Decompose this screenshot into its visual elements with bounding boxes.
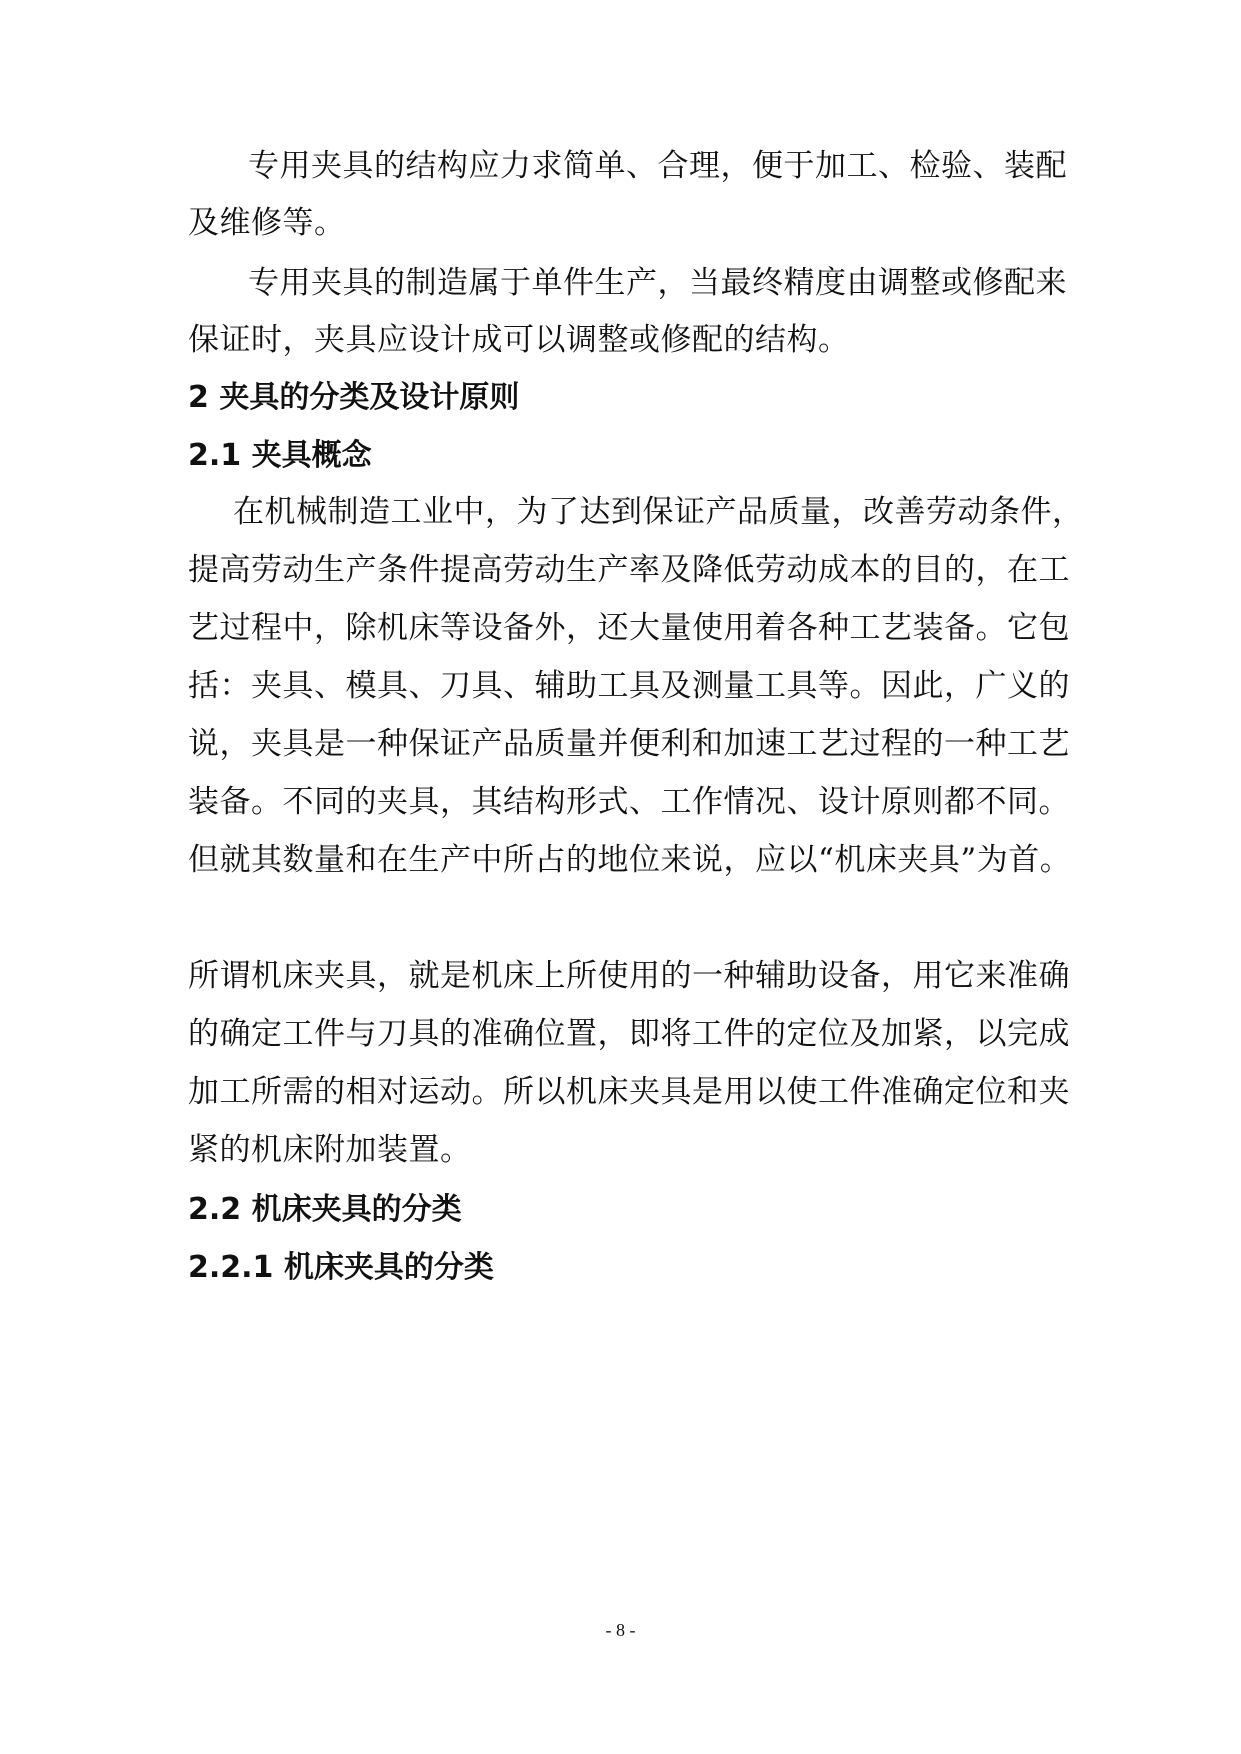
section-heading-2: 2 夹具的分类及设计原则 bbox=[188, 380, 520, 415]
paragraph-3-line-6: 装备。不同的夹具，其结构形式、工作情况、设计原则都不同。 bbox=[188, 784, 1070, 820]
paragraph-3-line-1: 在机械制造工业中，为了达到保证产品质量，改善劳动条件， bbox=[233, 494, 1084, 530]
paragraph-3-line-3: 艺过程中，除机床等设备外，还大量使用着各种工艺装备。它包 bbox=[188, 610, 1070, 646]
paragraph-1-line-2: 及维修等。 bbox=[188, 205, 346, 241]
paragraph-4-line-1: 所谓机床夹具，就是机床上所使用的一种辅助设备，用它来准确 bbox=[188, 958, 1070, 994]
section-heading-2-1: 2.1 夹具概念 bbox=[188, 438, 372, 473]
section-heading-2-2: 2.2 机床夹具的分类 bbox=[188, 1192, 462, 1227]
paragraph-4-line-3: 加工所需的相对运动。所以机床夹具是用以使工件准确定位和夹 bbox=[188, 1074, 1070, 1110]
paragraph-3-line-4: 括：夹具、模具、刀具、辅助工具及测量工具等。因此，广义的 bbox=[188, 668, 1070, 704]
paragraph-2-line-1: 专用夹具的制造属于单件生产，当最终精度由调整或修配来 bbox=[248, 265, 1067, 301]
page-number: - 8 - bbox=[605, 1620, 636, 1640]
paragraph-2-line-2: 保证时，夹具应设计成可以调整或修配的结构。 bbox=[188, 322, 850, 358]
paragraph-4-line-2: 的确定工件与刀具的准确位置，即将工件的定位及加紧，以完成 bbox=[188, 1016, 1070, 1052]
paragraph-1-line-1: 专用夹具的结构应力求简单、合理，便于加工、检验、装配 bbox=[248, 148, 1067, 184]
paragraph-3-line-7: 但就其数量和在生产中所占的地位来说，应以“机床夹具”为首。 bbox=[188, 842, 1072, 878]
section-heading-2-2-1: 2.2.1 机床夹具的分类 bbox=[188, 1250, 494, 1285]
paragraph-3-line-2: 提高劳动生产条件提高劳动生产率及降低劳动成本的目的，在工 bbox=[188, 552, 1070, 588]
paragraph-3-line-5: 说，夹具是一种保证产品质量并便利和加速工艺过程的一种工艺 bbox=[188, 726, 1070, 762]
paragraph-4-line-4: 紧的机床附加装置。 bbox=[188, 1132, 472, 1168]
